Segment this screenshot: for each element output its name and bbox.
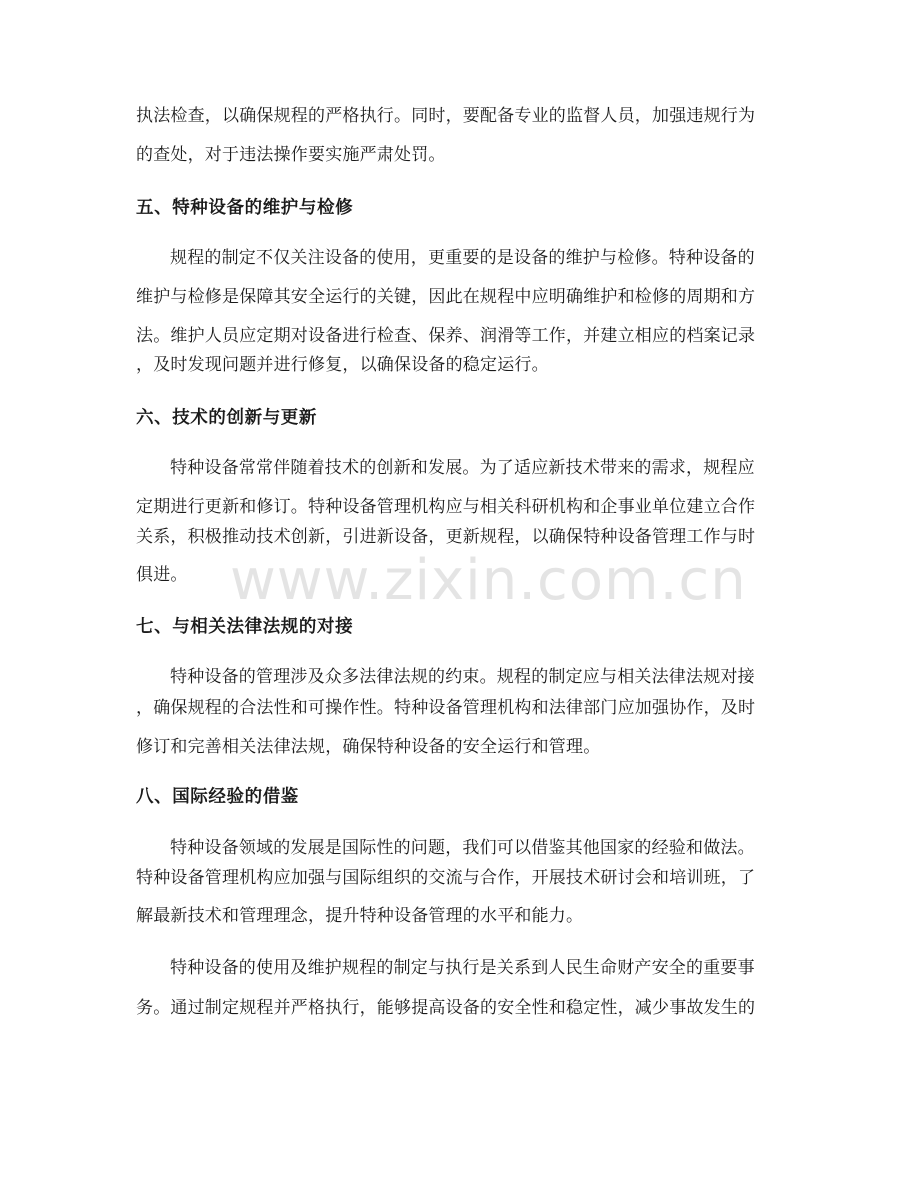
- paragraph-line: 解最新技术和管理理念，提升特种设备管理的水平和能力。: [136, 906, 584, 926]
- paragraph-line: 务。通过制定规程并严格执行，能够提高设备的安全性和稳定性，减少事故发生的: [136, 998, 756, 1018]
- paragraph-line: 特种设备领域的发展是国际性的问题，我们可以借鉴其他国家的经验和做法。: [170, 838, 755, 858]
- paragraph-line: 特种设备管理机构应加强与国际组织的交流与合作，开展技术研讨会和培训班，了: [136, 868, 756, 888]
- paragraph-line: 规程的制定不仅关注设备的使用，更重要的是设备的维护与检修。特种设备的: [170, 248, 755, 268]
- paragraph-line: 定期进行更新和修订。特种设备管理机构应与相关科研机构和企事业单位建立合作: [136, 497, 756, 517]
- paragraph-line: 修订和完善相关法律法规，确保特种设备的安全运行和管理。: [136, 737, 601, 757]
- paragraph-line: 俱进。: [136, 565, 188, 585]
- paragraph-line: 特种设备的使用及维护规程的制定与执行是关系到人民生命财产安全的重要事: [170, 958, 755, 978]
- section-heading-6: 六、技术的创新与更新: [136, 408, 317, 428]
- paragraph-line: 特种设备的管理涉及众多法律法规的约束。规程的制定应与相关法律法规对接: [170, 667, 755, 687]
- paragraph-line: 执法检查，以确保规程的严格执行。同时，要配备专业的监督人员，加强违规行为: [136, 106, 756, 126]
- paragraph-line: 特种设备常常伴随着技术的创新和发展。为了适应新技术带来的需求，规程应: [170, 458, 755, 478]
- paragraph-line: 维护与检修是保障其安全运行的关键，因此在规程中应明确维护和检修的周期和方: [136, 287, 756, 307]
- watermark-text: www.zixin.com.cn: [230, 548, 747, 613]
- paragraph-line: ，确保规程的合法性和可操作性。特种设备管理机构和法律部门应加强协作，及时: [136, 698, 756, 718]
- paragraph-line: ，及时发现问题并进行修复，以确保设备的稳定运行。: [136, 355, 549, 375]
- paragraph-line: 的查处，对于违法操作要实施严肃处罚。: [136, 145, 446, 165]
- section-heading-8: 八、国际经验的借鉴: [136, 787, 299, 807]
- section-heading-5: 五、特种设备的维护与检修: [136, 198, 354, 218]
- paragraph-line: 关系，积极推动技术创新，引进新设备，更新规程，以确保特种设备管理工作与时: [136, 527, 756, 547]
- section-heading-7: 七、与相关法律法规的对接: [136, 617, 354, 637]
- paragraph-line: 法。维护人员应定期对设备进行检查、保养、润滑等工作，并建立相应的档案记录: [136, 326, 756, 346]
